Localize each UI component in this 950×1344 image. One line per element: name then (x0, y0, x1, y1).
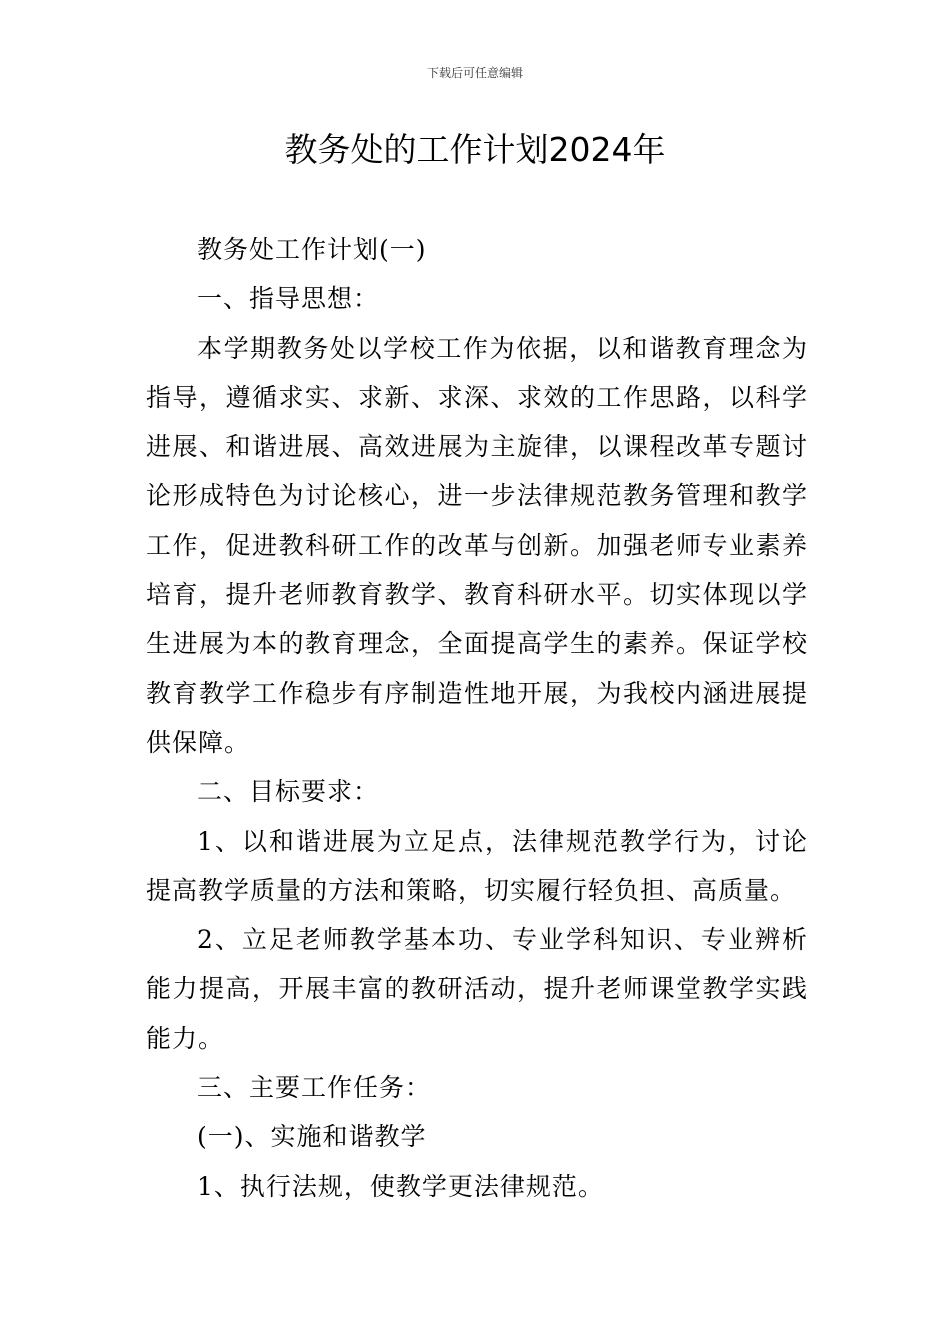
header-note: 下载后可任意编辑 (426, 66, 523, 80)
paragraph-guiding-ideology: 本学期教务处以学校工作为依据，以和谐教育理念为指导，遵循求实、求新、求深、求效的工作思路，以科学进展、和谐进展、高效进展为主旋律，以课程改革专题讨论形成特色为讨论核心，进一步法律规范教务管理和教学工作，促进教科研工作的改革与创新。加强老师专业素养培育，提升老师教育教学、教育科研水平。切实体现以学生进展为本的教育理念，全面提高学生的素养。保证学校教育教学工作稳步有序制造性地开展，为我校内涵进展提供保障。 (146, 333, 808, 757)
section-heading-main-tasks: 三、主要工作任务： (197, 1073, 432, 1103)
plan-subtitle: 教务处工作计划(一) (197, 235, 427, 264)
section-heading-goals: 二、目标要求： (197, 777, 380, 807)
section-heading-guiding-ideology: 一、指导思想： (197, 284, 380, 314)
paragraph-goal-2: 2、立足老师教学基本功、专业学科知识、专业辨析能力提高，开展丰富的教研活动，提升老师课堂教学实践能力。 (146, 925, 808, 1053)
subsection-heading-harmonious-teaching: (一)、实施和谐教学 (197, 1122, 427, 1152)
document-body (146, 225, 808, 1211)
paragraph-goal-1: 1、以和谐进展为立足点，法律规范教学行为，讨论提高教学质量的方法和策略，切实履行轻负担、高质量。 (146, 826, 808, 905)
paragraph-task-1: 1、执行法规，使教学更法律规范。 (197, 1171, 604, 1201)
document-title: 教务处的工作计划2024年 (284, 130, 666, 169)
